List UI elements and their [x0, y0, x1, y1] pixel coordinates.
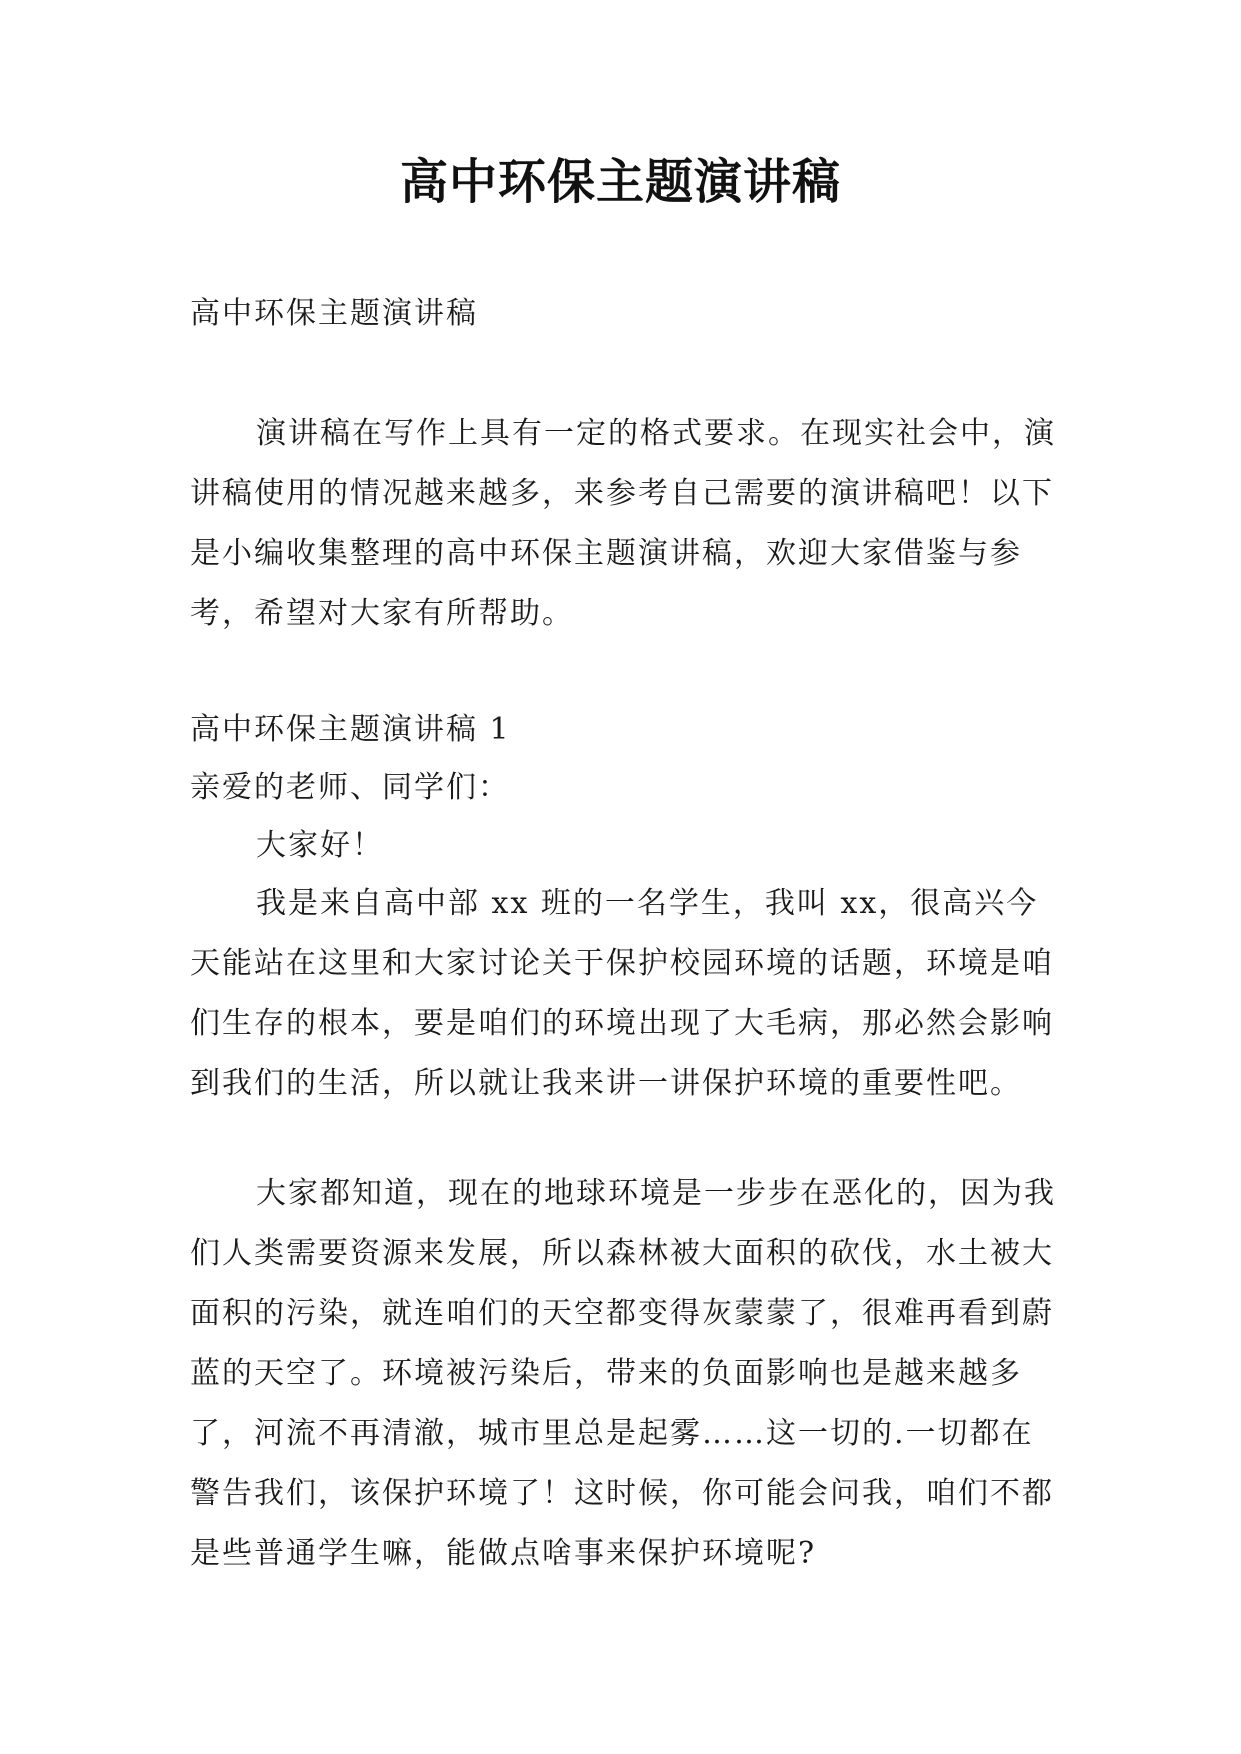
intro-paragraph: 演讲稿在写作上具有一定的格式要求。在现实社会中，演讲稿使用的情况越来越多，来参考自己需要的演讲稿吧！以下是小编收集整理的高中环保主题演讲稿，欢迎大家借鉴与参考，希望对大家有所帮助。 — [190, 416, 1056, 631]
body-paragraph: 我是来自高中部 xx 班的一名学生，我叫 xx，很高兴今天能站在这里和大家讨论关于保护校园环境的话题，环境是咱们生存的根本，要是咱们的环境出现了大毛病，那必然会影响到我们的生活，所以就让我来讲一讲保护环境的重要性吧。 — [190, 886, 1054, 1101]
document-subtitle: 高中环保主题演讲稿 — [190, 296, 478, 331]
body-paragraph: 大家都知道，现在的地球环境是一步步在恶化的，因为我们人类需要资源来发展，所以森林被大面积的砍伐，水土被大面积的污染，就连咱们的天空都变得灰蒙蒙了，很难再看到蔚蓝的天空了。环境被污染后，带来的负面影响也是越来越多了，河流不再清澈，城市里总是起雾……这一切的.一切都在警告我们，该保护环境了！这时候，你可能会问我，咱们不都是些普通学生嘛，能做点啥事来保护环境呢? — [190, 1176, 1056, 1571]
section-title: 高中环保主题演讲稿 1 — [190, 712, 511, 747]
greeting-line: 亲爱的老师、同学们： — [190, 770, 510, 805]
hello-line: 大家好！ — [256, 828, 384, 863]
document-title: 高中环保主题演讲稿 — [399, 154, 841, 210]
